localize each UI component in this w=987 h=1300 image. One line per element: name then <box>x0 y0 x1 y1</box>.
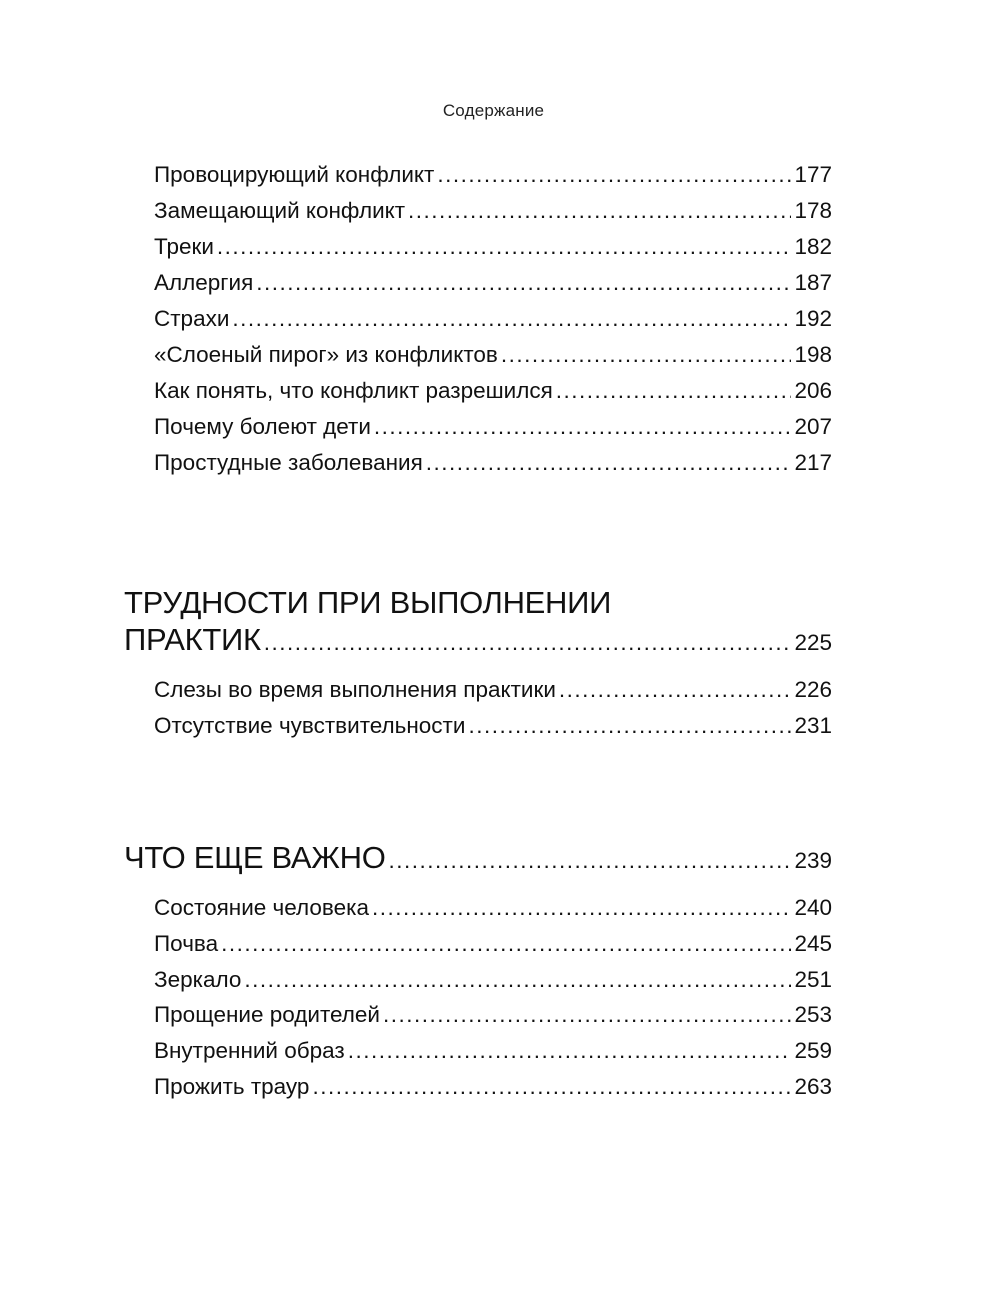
toc-entry-title: Простудные заболевания <box>154 450 423 475</box>
dot-leader <box>559 677 792 703</box>
dot-leader <box>556 378 792 404</box>
dot-leader <box>217 234 792 260</box>
dot-leader <box>501 342 792 368</box>
toc-entry[interactable] <box>154 450 832 480</box>
section-title: ЧТО ЕЩЕ ВАЖНО <box>124 840 386 875</box>
toc-entry[interactable] <box>154 895 832 925</box>
toc-entry-title: «Слоеный пирог» из конфликтов <box>154 342 498 367</box>
toc-entry-page: 253 <box>794 1002 832 1027</box>
section-title-continuation: ПРАКТИК <box>124 622 261 657</box>
toc-entry-page: 178 <box>794 198 832 223</box>
dot-leader <box>221 931 791 957</box>
toc-entry-title: Состояние человека <box>154 895 369 920</box>
dot-leader <box>372 895 791 921</box>
toc-entry[interactable] <box>154 677 832 707</box>
toc-entry[interactable] <box>154 713 832 743</box>
dot-leader <box>256 270 791 296</box>
toc-entry-page: 217 <box>794 450 832 475</box>
toc-entry-page: 206 <box>794 378 832 403</box>
toc-entry-title: Как понять, что конфликт разрешился <box>154 378 553 403</box>
toc-entry-page: 245 <box>794 931 832 956</box>
toc-entry-title: Слезы во время выполнения практики <box>154 677 556 702</box>
toc-entry-title: Почва <box>154 931 219 956</box>
toc-entry[interactable] <box>154 967 832 997</box>
toc-entry-page: 263 <box>794 1074 832 1099</box>
toc-entry-page: 251 <box>794 967 832 992</box>
toc-entry-title: Зеркало <box>154 967 242 992</box>
section-page: 239 <box>794 848 832 873</box>
section-heading[interactable] <box>124 622 832 658</box>
toc-entry[interactable] <box>154 162 832 192</box>
section-page: 225 <box>794 630 832 655</box>
dot-leader <box>244 967 791 993</box>
dot-leader <box>232 306 791 332</box>
toc-entry-title: Почему болеют дети <box>154 414 371 439</box>
dot-leader <box>468 713 791 739</box>
toc-entry-title: Треки <box>154 234 214 259</box>
toc-entry-page: 226 <box>794 677 832 702</box>
toc-entry-page: 177 <box>794 162 832 187</box>
toc-entry[interactable] <box>154 1038 832 1068</box>
dot-leader <box>426 450 792 476</box>
toc-entry-title: Провоцирующий конфликт <box>154 162 435 187</box>
dot-leader <box>408 198 791 224</box>
dot-leader <box>264 622 792 658</box>
toc-entry-title: Аллергия <box>154 270 254 295</box>
dot-leader <box>383 1002 791 1028</box>
toc-entry-title: Прожить траур <box>154 1074 310 1099</box>
toc-entry[interactable] <box>154 1074 832 1104</box>
toc-entry[interactable] <box>154 306 832 336</box>
dot-leader <box>437 162 791 188</box>
section-title[interactable]: ТРУДНОСТИ ПРИ ВЫПОЛНЕНИИ <box>124 585 612 620</box>
toc-entry[interactable] <box>154 378 832 408</box>
section-heading[interactable] <box>124 840 832 876</box>
toc-entry[interactable] <box>154 234 832 264</box>
toc-entry-title: Отсутствие чувствительности <box>154 713 466 738</box>
dot-leader <box>374 414 792 440</box>
toc-entry-title: Замещающий конфликт <box>154 198 406 223</box>
toc-entry[interactable] <box>154 342 832 372</box>
toc-entry-page: 231 <box>794 713 832 738</box>
running-head: Содержание <box>442 101 545 120</box>
toc-entry-title: Внутренний образ <box>154 1038 345 1063</box>
dot-leader <box>389 840 792 876</box>
dot-leader <box>312 1074 791 1100</box>
toc-entry-page: 187 <box>794 270 832 295</box>
toc-entry-page: 198 <box>794 342 832 367</box>
toc-entry[interactable] <box>154 931 832 961</box>
toc-entry-page: 207 <box>794 414 832 439</box>
toc-entry-page: 192 <box>794 306 832 331</box>
toc-entry-page: 182 <box>794 234 832 259</box>
toc-entry-title: Прощение родителей <box>154 1002 380 1027</box>
toc-entry[interactable] <box>154 270 832 300</box>
toc-entry[interactable] <box>154 198 832 228</box>
toc-entry-page: 259 <box>794 1038 832 1063</box>
toc-entry-title: Страхи <box>154 306 230 331</box>
toc-entry[interactable] <box>154 1002 832 1032</box>
dot-leader <box>348 1038 792 1064</box>
toc-entry[interactable] <box>154 414 832 444</box>
toc-entry-page: 240 <box>794 895 832 920</box>
